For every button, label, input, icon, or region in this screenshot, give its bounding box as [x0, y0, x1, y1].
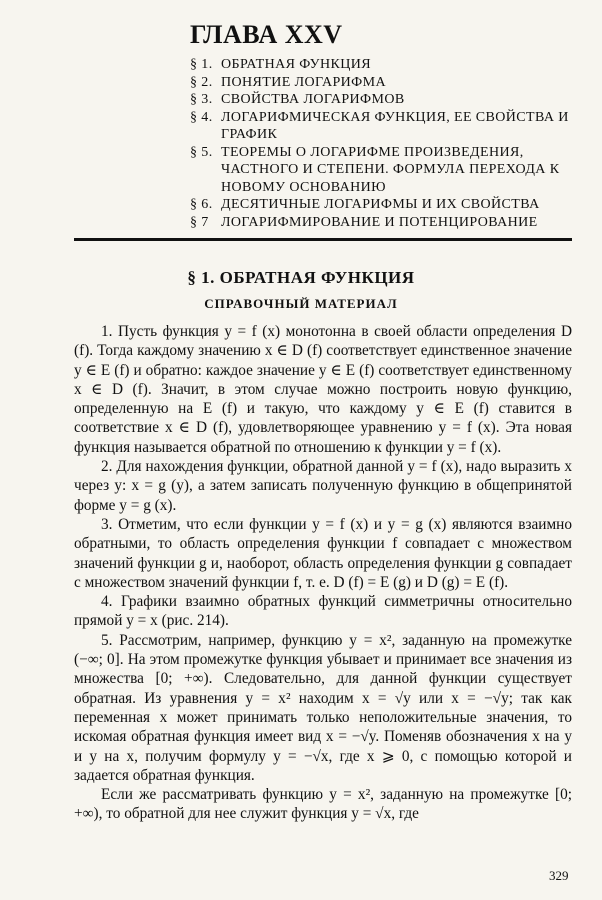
- toc-section-title: ОБРАТНАЯ ФУНКЦИЯ: [221, 57, 371, 72]
- divider-rule: [74, 238, 572, 241]
- toc-section-title: ТЕОРЕМЫ О ЛОГАРИФМЕ ПРОИЗВЕДЕНИЯ, ЧАСТНОГО И СТЕПЕНИ. ФОРМУЛА ПЕРЕХОДА К НОВОМУ ОСНОВАНИЮ: [221, 144, 560, 195]
- toc-section-number: § 2.: [190, 74, 213, 90]
- toc-section-title: ДЕСЯТИЧНЫЕ ЛОГАРИФМЫ И ИХ СВОЙСТВА: [221, 197, 540, 212]
- chapter-contents: [190, 56, 585, 231]
- toc-item: [190, 144, 585, 197]
- toc-section-number: § 4.: [190, 109, 213, 125]
- paragraph: 5. Рассмотрим, например, функцию y = x², заданную на промежутке (−∞; 0]. На этом промежутке функция убывает и принимает все значения из множества [0; +∞). Следовательно, для данной функции существует обратная. Из уравнения y = x² находим x = √y или x = −√y; так как переменная x может принимать только неположительные значения, то искомая обратная функция имеет вид x = −√y. Поменяв обозначения x на y и y на x, получим формулу y = −√x, где x ⩾ 0, с помощью которой и задается обратная функция.: [74, 631, 572, 784]
- toc-section-number: § 7: [190, 214, 209, 230]
- toc-section-title: ПОНЯТИЕ ЛОГАРИФМА: [221, 74, 386, 90]
- page-number: 329: [549, 868, 569, 883]
- paragraph: Если же рассматривать функцию y = x², заданную на промежутке [0; +∞), то обратной для нее служит функция y = √x, где: [74, 786, 572, 823]
- toc-section-number: § 5.: [190, 144, 213, 160]
- subsection-heading: СПРАВОЧНЫЙ МАТЕРИАЛ: [204, 296, 398, 311]
- chapter-title: ГЛАВА XXV: [190, 20, 343, 49]
- paragraph: 4. Графики взаимно обратных функций симметричны относительно прямой y = x (рис. 214).: [74, 593, 572, 630]
- toc-item: [190, 91, 585, 109]
- toc-section-title: ЛОГАРИФМИЧЕСКАЯ ФУНКЦИЯ, ЕЕ СВОЙСТВА И ГРАФИК: [221, 109, 569, 142]
- section-heading: § 1. ОБРАТНАЯ ФУНКЦИЯ: [187, 268, 415, 287]
- paragraph: 3. Отметим, что если функции y = f (x) и y = g (x) являются взаимно обратными, то область определения функции f совпадает с множеством значений функции g и, наоборот, область определения функции g совпадает с множеством значений функции f, т. е. D (f) = E (g) и D (g) = E (f).: [74, 515, 572, 591]
- toc-section-number: § 6.: [190, 197, 213, 212]
- paragraph: 1. Пусть функция y = f (x) монотонна в своей области определения D (f). Тогда каждому значению x ∈ D (f) соответствует единственное значение y ∈ E (f) и обратно: каждое значение y ∈ E (f) соответствует единственному x ∈ D (f). Значит, в этом случае можно построить новую функцию, определенную на E (f) и такую, что каждому y ∈ E (f) ставится в соответствие x ∈ D (f), удовлетворяющее уравнению y = f (x). Эта новая функция называется обратной по отношению к функции y = f (x).: [74, 323, 572, 456]
- toc-section-title: СВОЙСТВА ЛОГАРИФМОВ: [221, 92, 405, 107]
- toc-section-number: § 1.: [190, 57, 213, 72]
- toc-section-number: § 3.: [190, 92, 213, 107]
- toc-item: [190, 196, 585, 214]
- paragraph: 2. Для нахождения функции, обратной данной y = f (x), надо выразить x через y: x = g (y), а затем записать полученную функцию в общепринятой форме y = g (x).: [74, 458, 572, 514]
- toc-item: [190, 74, 585, 92]
- toc-item: [190, 56, 585, 74]
- body-text: [74, 322, 572, 824]
- toc-item: [190, 109, 585, 144]
- toc-section-title: ЛОГАРИФМИРОВАНИЕ И ПОТЕНЦИРОВАНИЕ: [221, 214, 538, 230]
- toc-item: [190, 214, 585, 232]
